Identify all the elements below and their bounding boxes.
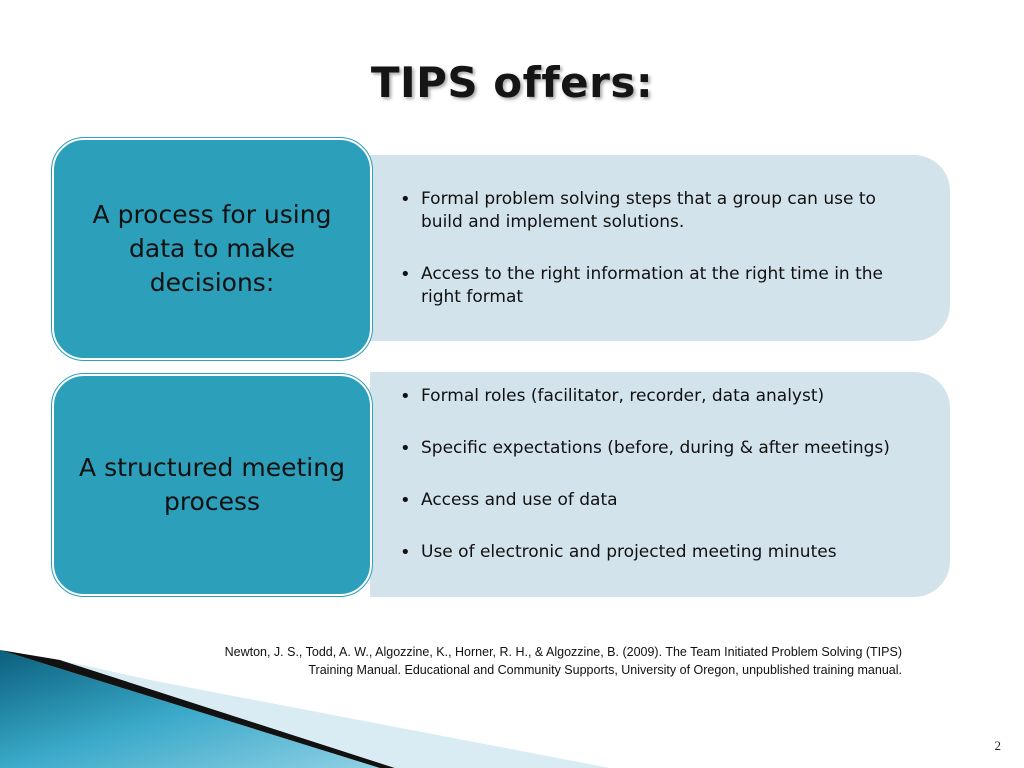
bullet-item: • Formal problem solving steps that a group can use to build and implement solutions. [400, 188, 910, 234]
heading-box-2 [52, 374, 372, 596]
bullet-panel-1 [370, 155, 950, 341]
slide-number: 2 [994, 738, 1001, 753]
bullet-item: • Use of electronic and projected meeting minutes [400, 541, 910, 564]
bullet-panel-2 [370, 372, 950, 597]
bullet-list-2 [400, 385, 910, 593]
citation-line: Newton, J. S., Todd, A. W., Algozzine, K., Horner, R. H., & Algozzine, B. (2009). The Team Initiated Problem Solving (TIPS) [224, 645, 902, 659]
heading-box-label: A structured meeting process [79, 453, 345, 516]
bullet-item: • Access and use of data [400, 489, 910, 512]
heading-box-label: A process for using data to make decisions: [92, 200, 332, 297]
citation-line: Training Manual. Educational and Community Supports, University of Oregon, unpublished training manual. [308, 663, 902, 677]
heading-box-1 [52, 138, 372, 360]
bullet-item: • Specific expectations (before, during & after meetings) [400, 437, 910, 460]
slide-title: TIPS offers: [370, 58, 654, 107]
decorative-swoosh [0, 640, 620, 768]
bullet-list-1 [400, 188, 910, 338]
bullet-item: • Access to the right information at the right time in the right format [400, 263, 910, 309]
bullet-item: • Formal roles (facilitator, recorder, data analyst) [400, 385, 910, 408]
